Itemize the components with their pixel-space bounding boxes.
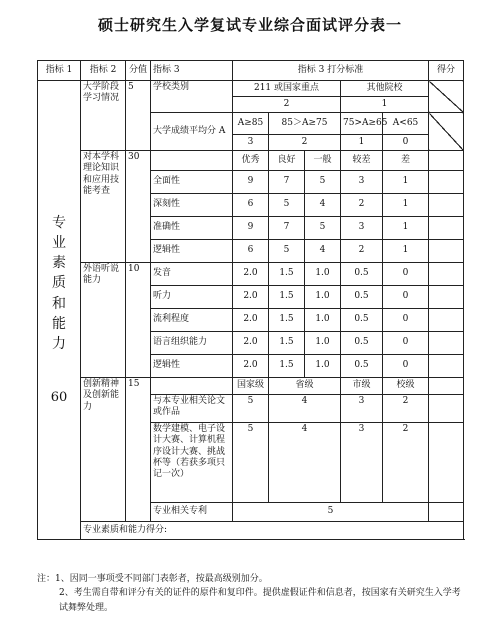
score-table bbox=[37, 60, 464, 540]
criterion-score: 0 bbox=[383, 309, 429, 332]
earned-cell bbox=[429, 423, 464, 503]
table-row bbox=[38, 378, 464, 395]
criterion-score: 4 bbox=[269, 423, 341, 503]
category-label: 专业素质和能力 bbox=[52, 214, 66, 353]
gpa-score: 3 bbox=[233, 135, 269, 151]
category-cell bbox=[38, 81, 81, 540]
level-label: 差 bbox=[383, 151, 429, 171]
gpa-score: 0 bbox=[383, 135, 429, 151]
gpa-range: A<65 bbox=[383, 113, 429, 135]
language-name: 外语听说能力 bbox=[81, 263, 126, 378]
header-points: 分值 bbox=[126, 61, 151, 81]
criterion-score: 0 bbox=[383, 332, 429, 355]
table-row bbox=[38, 81, 464, 97]
innovation-points: 15 bbox=[126, 378, 151, 522]
header-indicator-2: 指标 2 bbox=[81, 61, 126, 81]
gpa-range: 85＞A≥75 bbox=[269, 113, 341, 135]
criterion-score: 3 bbox=[341, 171, 383, 194]
criterion-score: 2 bbox=[341, 240, 383, 263]
criterion-score: 5 bbox=[269, 194, 305, 217]
level-label: 一般 bbox=[305, 151, 341, 171]
earned-cell bbox=[429, 332, 464, 355]
theory-points: 30 bbox=[126, 151, 151, 263]
criterion-score: 2.0 bbox=[233, 286, 269, 309]
criterion-score: 5 bbox=[269, 240, 305, 263]
criterion-label: 听力 bbox=[151, 286, 233, 309]
criterion-label: 专业相关专利 bbox=[151, 503, 233, 522]
school-type-option: 211 或国家重点 bbox=[233, 81, 341, 97]
header-earned: 得分 bbox=[429, 61, 464, 81]
school-type-score: 2 bbox=[233, 97, 341, 113]
criterion-score: 1.0 bbox=[305, 286, 341, 309]
criterion-score: 2.0 bbox=[233, 332, 269, 355]
criterion-score: 1 bbox=[383, 194, 429, 217]
notes bbox=[37, 572, 463, 615]
school-type-label: 学校类别 bbox=[151, 81, 233, 113]
criterion-score: 2.0 bbox=[233, 263, 269, 286]
note-line: 2、考生需自带和评分有关的证件的原件和复印件。提供虚假证件和信息者，按国家有关研究生入学考试舞弊处理。 bbox=[59, 588, 461, 613]
total-label: 专业素质和能力得分: bbox=[81, 522, 464, 540]
criterion-score: 4 bbox=[305, 240, 341, 263]
criterion-score: 1 bbox=[383, 240, 429, 263]
earned-cell bbox=[429, 171, 464, 194]
earned-cell bbox=[429, 503, 464, 522]
header-indicator-3: 指标 3 bbox=[151, 61, 233, 81]
earned-cell bbox=[429, 309, 464, 332]
level-label: 校级 bbox=[383, 378, 429, 395]
criterion-score: 0.5 bbox=[341, 309, 383, 332]
criterion-score: 6 bbox=[233, 194, 269, 217]
criterion-score: 0.5 bbox=[341, 332, 383, 355]
level-label: 较差 bbox=[341, 151, 383, 171]
level-label: 良好 bbox=[269, 151, 305, 171]
criterion-score: 1.0 bbox=[305, 309, 341, 332]
school-type-option: 其他院校 bbox=[341, 81, 429, 97]
criterion-label: 数学建模、电子设计大赛、计算机程序设计大赛、挑战杯等（若获多项只记一次） bbox=[151, 423, 233, 503]
header-standard: 指标 3 打分标准 bbox=[233, 61, 429, 81]
criterion-score: 4 bbox=[305, 194, 341, 217]
header-indicator-1: 指标 1 bbox=[38, 61, 81, 81]
gpa-range: A≥85 bbox=[233, 113, 269, 135]
criterion-label: 发音 bbox=[151, 263, 233, 286]
criterion-score: 3 bbox=[341, 217, 383, 240]
theory-name: 对本学科理论知识和应用技能考查 bbox=[81, 151, 126, 263]
total-row bbox=[38, 522, 464, 540]
criterion-score: 9 bbox=[233, 217, 269, 240]
level-label: 国家级 bbox=[233, 378, 269, 395]
theory-sub-blank bbox=[151, 151, 233, 171]
earned-cell bbox=[429, 378, 464, 395]
category-score: 60 bbox=[50, 389, 68, 405]
table-row bbox=[38, 151, 464, 171]
criterion-label: 与本专业相关论文或作品 bbox=[151, 395, 233, 423]
gpa-score: 1 bbox=[341, 135, 383, 151]
earned-blank bbox=[429, 113, 464, 151]
criterion-score: 1.5 bbox=[269, 355, 305, 378]
criterion-score: 0 bbox=[383, 286, 429, 309]
innovation-name: 创新精神及创新能力 bbox=[81, 378, 126, 522]
criterion-score: 4 bbox=[269, 395, 341, 423]
criterion-score: 1.0 bbox=[305, 355, 341, 378]
page-title: 硕士研究生入学复试专业综合面试评分表一 bbox=[97, 16, 402, 34]
criterion-score: 0.5 bbox=[341, 355, 383, 378]
criterion-score: 0.5 bbox=[341, 286, 383, 309]
criterion-score: 5 bbox=[233, 395, 269, 423]
level-label: 市级 bbox=[341, 378, 383, 395]
criterion-score: 3 bbox=[341, 423, 383, 503]
criterion-score: 0 bbox=[383, 263, 429, 286]
criterion-score: 1.5 bbox=[269, 263, 305, 286]
table-row bbox=[38, 263, 464, 286]
criterion-score: 1.0 bbox=[305, 263, 341, 286]
study-points: 5 bbox=[126, 81, 151, 151]
note-line: 注：1、因同一事项受不同部门表彰者，按最高级别加分。 bbox=[37, 574, 268, 584]
criterion-score: 9 bbox=[233, 171, 269, 194]
earned-cell bbox=[429, 395, 464, 423]
criterion-score: 7 bbox=[269, 171, 305, 194]
criterion-score: 2.0 bbox=[233, 355, 269, 378]
criterion-score: 2 bbox=[341, 194, 383, 217]
level-label: 优秀 bbox=[233, 151, 269, 171]
earned-cell bbox=[429, 151, 464, 171]
criterion-score: 5 bbox=[305, 217, 341, 240]
criterion-score: 1.5 bbox=[269, 332, 305, 355]
criterion-label: 准确性 bbox=[151, 217, 233, 240]
criterion-label: 逻辑性 bbox=[151, 240, 233, 263]
gpa-range: 75>A≥65 bbox=[341, 113, 383, 135]
criterion-score: 5 bbox=[233, 423, 269, 503]
earned-cell bbox=[429, 194, 464, 217]
criterion-score: 1 bbox=[383, 217, 429, 240]
study-name: 大学阶段学习情况 bbox=[81, 81, 126, 151]
gpa-score: 2 bbox=[269, 135, 341, 151]
earned-cell bbox=[429, 355, 464, 378]
criterion-score: 7 bbox=[269, 217, 305, 240]
criterion-label: 语言组织能力 bbox=[151, 332, 233, 355]
criterion-label: 流利程度 bbox=[151, 309, 233, 332]
level-label: 省级 bbox=[269, 378, 341, 395]
criterion-score: 2 bbox=[383, 423, 429, 503]
criterion-score: 2 bbox=[383, 395, 429, 423]
earned-cell bbox=[429, 286, 464, 309]
criterion-score: 1.0 bbox=[305, 332, 341, 355]
criterion-score: 0.5 bbox=[341, 263, 383, 286]
criterion-label: 逻辑性 bbox=[151, 355, 233, 378]
gpa-label: 大学成绩平均分 A bbox=[151, 113, 233, 151]
criterion-score: 3 bbox=[341, 395, 383, 423]
criterion-score: 1 bbox=[383, 171, 429, 194]
criterion-score: 1.5 bbox=[269, 309, 305, 332]
earned-cell bbox=[429, 240, 464, 263]
criterion-score: 1.5 bbox=[269, 286, 305, 309]
earned-cell bbox=[429, 217, 464, 240]
innovation-sub-blank bbox=[151, 378, 233, 395]
criterion-label: 全面性 bbox=[151, 171, 233, 194]
earned-cell bbox=[429, 263, 464, 286]
criterion-score: 6 bbox=[233, 240, 269, 263]
school-type-score: 1 bbox=[341, 97, 429, 113]
criterion-label: 深刻性 bbox=[151, 194, 233, 217]
criterion-score: 0 bbox=[383, 355, 429, 378]
language-points: 10 bbox=[126, 263, 151, 378]
criterion-score: 5 bbox=[233, 503, 429, 522]
criterion-score: 5 bbox=[305, 171, 341, 194]
header-row bbox=[38, 61, 464, 81]
earned-blank bbox=[429, 81, 464, 113]
criterion-score: 2.0 bbox=[233, 309, 269, 332]
